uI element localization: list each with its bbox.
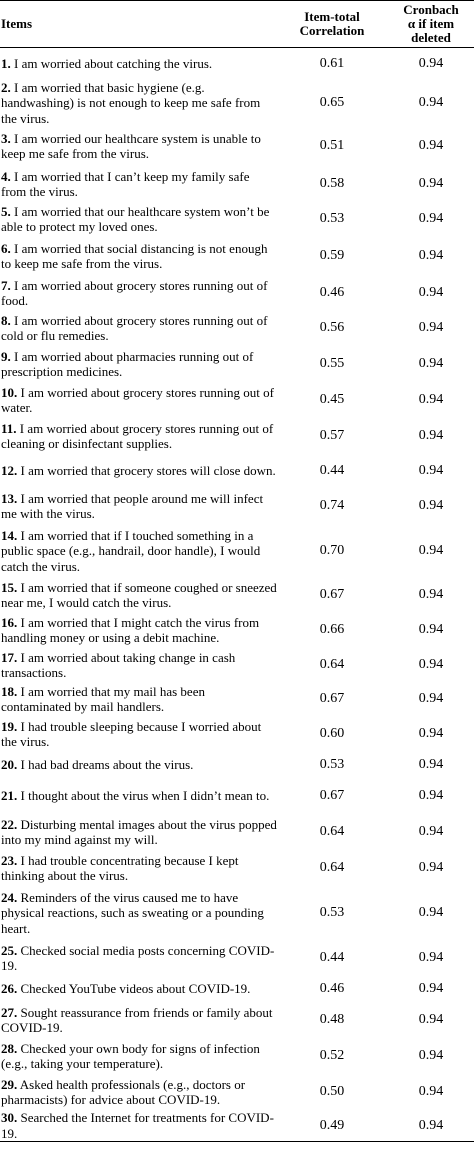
item-cell — [0, 382, 279, 418]
table-row — [0, 1074, 474, 1110]
item-cell — [0, 648, 279, 682]
item-text: I had trouble sleeping because I worried about the virus. — [1, 718, 262, 749]
item-number: 3. — [1, 130, 11, 146]
alpha-if-deleted-cell: 0.94 — [418, 356, 444, 372]
item-total-correlation-cell: 0.50 — [319, 1084, 345, 1100]
item-total-correlation-cell: 0.53 — [319, 757, 345, 773]
item-cell — [0, 488, 279, 524]
item-text: I am worried that people around me will infect me with the virus. — [1, 490, 264, 521]
item-text: Sought reassurance from friends or family about COVID-19. — [1, 1004, 273, 1035]
alpha-if-deleted-cell: 0.94 — [418, 981, 444, 997]
item-total-correlation-cell: 0.56 — [319, 320, 345, 336]
header-alpha-line2: α if item — [407, 16, 455, 31]
alpha-if-deleted-cell: 0.94 — [418, 56, 444, 71]
item-cell — [0, 1074, 279, 1110]
item-number: 9. — [1, 348, 11, 364]
header-item-total-correlation — [279, 1, 385, 48]
item-total-correlation-cell: 0.67 — [319, 691, 345, 707]
alpha-if-deleted-cell: 0.94 — [418, 757, 444, 773]
item-total-correlation-cell: 0.44 — [319, 950, 345, 966]
item-number: 2. — [1, 79, 11, 95]
item-number: 27. — [1, 1004, 18, 1020]
table-row — [0, 814, 474, 850]
alpha-if-deleted-cell: 0.94 — [418, 657, 444, 673]
item-text: I am worried about catching the virus. — [14, 56, 213, 71]
item-number: 26. — [1, 981, 18, 997]
item-total-correlation-cell: 0.61 — [319, 56, 345, 71]
item-number: 24. — [1, 889, 18, 905]
item-number: 8. — [1, 312, 11, 328]
alpha-if-deleted-cell: 0.94 — [418, 285, 444, 301]
item-text: I am worried that basic hygiene (e.g. handwashing) is not enough to keep me safe from the virus. — [1, 79, 261, 126]
item-text: Checked social media posts concerning COVID-19. — [1, 942, 275, 973]
item-text: Checked your own body for signs of infection (e.g., taking your temperature). — [1, 1040, 260, 1071]
alpha-if-deleted-cell: 0.94 — [418, 1048, 444, 1064]
item-total-correlation-cell: 0.46 — [319, 981, 345, 997]
item-total-correlation-cell: 0.64 — [319, 657, 345, 673]
table-row — [0, 488, 474, 524]
table-header — [0, 1, 474, 48]
item-total-correlation-cell: 0.45 — [319, 392, 345, 408]
item-text: Searched the Internet for treatments for COVID-19. — [1, 1110, 274, 1141]
item-number: 12. — [1, 463, 18, 479]
item-number: 11. — [1, 420, 17, 436]
item-cell — [0, 1110, 279, 1142]
item-total-correlation-cell: 0.58 — [319, 176, 345, 192]
item-text: I am worried about pharmacies running out of prescription medicines. — [1, 348, 254, 379]
item-text: I am worried that I might catch the virus from handling money or using a debit machine. — [1, 614, 260, 645]
item-text: I am worried that I can’t keep my family safe from the virus. — [1, 168, 250, 199]
item-cell — [0, 48, 279, 80]
table-row — [0, 976, 474, 1002]
item-cell — [0, 80, 279, 127]
table-row — [0, 418, 474, 454]
item-cell — [0, 976, 279, 1002]
item-text: Disturbing mental images about the virus popped into my mind against my will. — [1, 816, 277, 847]
item-text: Checked YouTube videos about COVID-19. — [20, 981, 251, 997]
item-total-correlation-cell: 0.48 — [319, 1012, 345, 1028]
item-total-correlation-cell: 0.74 — [319, 498, 345, 514]
item-cell — [0, 682, 279, 716]
item-total-correlation-cell: 0.53 — [319, 211, 345, 227]
table-row — [0, 276, 474, 310]
item-total-correlation-cell: 0.57 — [319, 428, 345, 444]
item-total-correlation-cell: 0.66 — [319, 622, 345, 638]
item-cell — [0, 716, 279, 752]
table-row — [0, 202, 474, 236]
item-text: I am worried that if I touched something in a public space (e.g., handrail, door handle), I would catch the virus. — [1, 527, 261, 574]
item-number: 15. — [1, 579, 18, 595]
alpha-if-deleted-cell: 0.94 — [418, 950, 444, 966]
item-text: I am worried about grocery stores running out of food. — [1, 277, 268, 308]
item-number: 23. — [1, 852, 18, 868]
item-number: 28. — [1, 1040, 18, 1056]
table-row — [0, 524, 474, 578]
item-cell — [0, 814, 279, 850]
alpha-if-deleted-cell: 0.94 — [418, 726, 444, 742]
table-row — [0, 80, 474, 127]
alpha-if-deleted-cell: 0.94 — [418, 138, 444, 154]
item-total-correlation-cell: 0.51 — [319, 138, 345, 154]
alpha-if-deleted-cell: 0.94 — [418, 587, 444, 603]
table-row — [0, 1110, 474, 1142]
item-number: 16. — [1, 614, 18, 630]
alpha-if-deleted-cell: 0.94 — [418, 320, 444, 336]
alpha-if-deleted-cell: 0.94 — [418, 392, 444, 408]
item-cell — [0, 126, 279, 166]
alpha-if-deleted-cell: 0.94 — [418, 860, 444, 876]
item-cell — [0, 166, 279, 202]
header-row — [0, 1, 474, 48]
alpha-if-deleted-cell: 0.94 — [418, 622, 444, 638]
table-row — [0, 1002, 474, 1038]
alpha-if-deleted-cell: 0.94 — [418, 498, 444, 514]
item-cell — [0, 612, 279, 648]
item-total-correlation-cell: 0.44 — [319, 463, 345, 479]
item-text: I am worried that grocery stores will close down. — [20, 463, 276, 479]
item-total-correlation-cell: 0.59 — [319, 248, 345, 264]
table-row — [0, 752, 474, 778]
item-total-correlation-cell: 0.67 — [319, 587, 345, 603]
item-cell — [0, 940, 279, 976]
header-alpha-line3: deleted — [411, 30, 451, 45]
item-number: 22. — [1, 816, 18, 832]
item-cell — [0, 1038, 279, 1074]
header-corr-line2: Correlation — [299, 23, 365, 38]
item-total-correlation-cell: 0.52 — [319, 1048, 345, 1064]
table-row — [0, 648, 474, 682]
table-row — [0, 166, 474, 202]
item-total-correlation-cell: 0.70 — [319, 543, 345, 559]
item-number: 30. — [1, 1110, 18, 1125]
alpha-if-deleted-cell: 0.94 — [418, 428, 444, 444]
table-row — [0, 126, 474, 166]
item-text: I thought about the virus when I didn’t mean to. — [20, 788, 270, 804]
item-total-correlation-cell: 0.67 — [319, 788, 345, 804]
item-total-correlation-cell: 0.53 — [319, 905, 345, 921]
item-cell — [0, 778, 279, 814]
table-row — [0, 612, 474, 648]
alpha-if-deleted-cell: 0.94 — [418, 95, 444, 110]
item-number: 7. — [1, 277, 11, 293]
alpha-if-deleted-cell: 0.94 — [418, 463, 444, 479]
alpha-if-deleted-cell: 0.94 — [418, 1012, 444, 1028]
item-number: 14. — [1, 527, 18, 543]
table-row — [0, 886, 474, 940]
table-row — [0, 1038, 474, 1074]
item-text: I am worried about grocery stores running out of cold or flu remedies. — [1, 312, 268, 343]
item-cell — [0, 578, 279, 612]
alpha-if-deleted-cell: 0.94 — [418, 176, 444, 192]
item-total-correlation-cell: 0.60 — [319, 726, 345, 742]
table-row — [0, 682, 474, 716]
alpha-if-deleted-cell: 0.94 — [418, 248, 444, 264]
item-cell — [0, 276, 279, 310]
item-number: 29. — [1, 1076, 18, 1092]
item-cell — [0, 346, 279, 382]
item-number: 18. — [1, 683, 18, 699]
item-text: I am worried that if someone coughed or sneezed near me, I would catch the virus. — [1, 579, 277, 610]
alpha-if-deleted-cell: 0.94 — [418, 543, 444, 559]
item-text: I am worried about grocery stores running out of water. — [1, 384, 274, 415]
alpha-if-deleted-cell: 0.94 — [418, 788, 444, 804]
item-cell — [0, 454, 279, 488]
alpha-if-deleted-cell: 0.94 — [385, 1110, 474, 1142]
table-row — [0, 850, 474, 886]
item-text: I had bad dreams about the virus. — [20, 757, 194, 773]
item-cell — [0, 1002, 279, 1038]
item-total-correlation-cell: 0.64 — [319, 824, 345, 840]
alpha-if-deleted-cell: 0.94 — [418, 691, 444, 707]
item-number: 19. — [1, 718, 18, 734]
item-cell — [0, 524, 279, 578]
item-text: I am worried that my mail has been contaminated by mail handlers. — [1, 683, 205, 714]
table-row — [0, 346, 474, 382]
header-alpha-line1: Cronbach — [403, 2, 459, 17]
item-text: I am worried that social distancing is not enough to keep me safe from the virus. — [1, 240, 268, 271]
item-text: Asked health professionals (e.g., doctors or pharmacists) for advice about COVID-19. — [1, 1076, 246, 1107]
item-text: I am worried that our healthcare system won’t be able to protect my loved ones. — [1, 203, 270, 234]
table-row — [0, 578, 474, 612]
item-cell — [0, 850, 279, 886]
item-number: 4. — [1, 168, 11, 184]
item-cell — [0, 310, 279, 346]
header-corr-line1: Item-total — [304, 9, 360, 24]
item-number: 1. — [1, 56, 11, 71]
item-cell — [0, 202, 279, 236]
alpha-if-deleted-cell: 0.94 — [418, 905, 444, 921]
item-number: 13. — [1, 490, 18, 506]
alpha-if-deleted-cell: 0.94 — [418, 211, 444, 227]
item-text: I am worried about taking change in cash transactions. — [1, 649, 236, 680]
table-row — [0, 236, 474, 276]
alpha-if-deleted-cell: 0.94 — [418, 1084, 444, 1100]
item-total-correlation-cell: 0.49 — [279, 1110, 385, 1142]
item-total-correlation-cell: 0.64 — [319, 860, 345, 876]
item-cell — [0, 236, 279, 276]
item-number: 10. — [1, 384, 18, 400]
item-number: 21. — [1, 788, 18, 804]
table-row — [0, 48, 474, 80]
table-row — [0, 940, 474, 976]
item-cell — [0, 752, 279, 778]
table-row — [0, 716, 474, 752]
item-text: Reminders of the virus caused me to have physical reactions, such as sweating or a pounding heart. — [1, 889, 264, 936]
item-number: 5. — [1, 203, 11, 219]
item-cell — [0, 418, 279, 454]
table-row — [0, 454, 474, 488]
table-row — [0, 778, 474, 814]
item-text: I am worried our healthcare system is unable to keep me safe from the virus. — [1, 130, 261, 161]
item-total-correlation-cell: 0.55 — [319, 356, 345, 372]
table-body — [0, 48, 474, 1142]
item-number: 6. — [1, 240, 11, 256]
item-total-correlation-cell: 0.46 — [319, 285, 345, 301]
item-text: I am worried about grocery stores running out of cleaning or disinfectant supplies. — [1, 420, 274, 451]
alpha-if-deleted-cell: 0.94 — [418, 824, 444, 840]
item-cell — [0, 886, 279, 940]
table-row — [0, 382, 474, 418]
header-alpha-if-deleted — [385, 1, 474, 48]
item-text: I had trouble concentrating because I kept thinking about the virus. — [1, 852, 239, 883]
item-number: 17. — [1, 649, 18, 665]
item-total-correlation-cell: 0.65 — [319, 95, 345, 110]
table-row — [0, 310, 474, 346]
item-number: 20. — [1, 757, 18, 773]
item-number: 25. — [1, 942, 18, 958]
header-items: Items — [0, 1, 279, 48]
